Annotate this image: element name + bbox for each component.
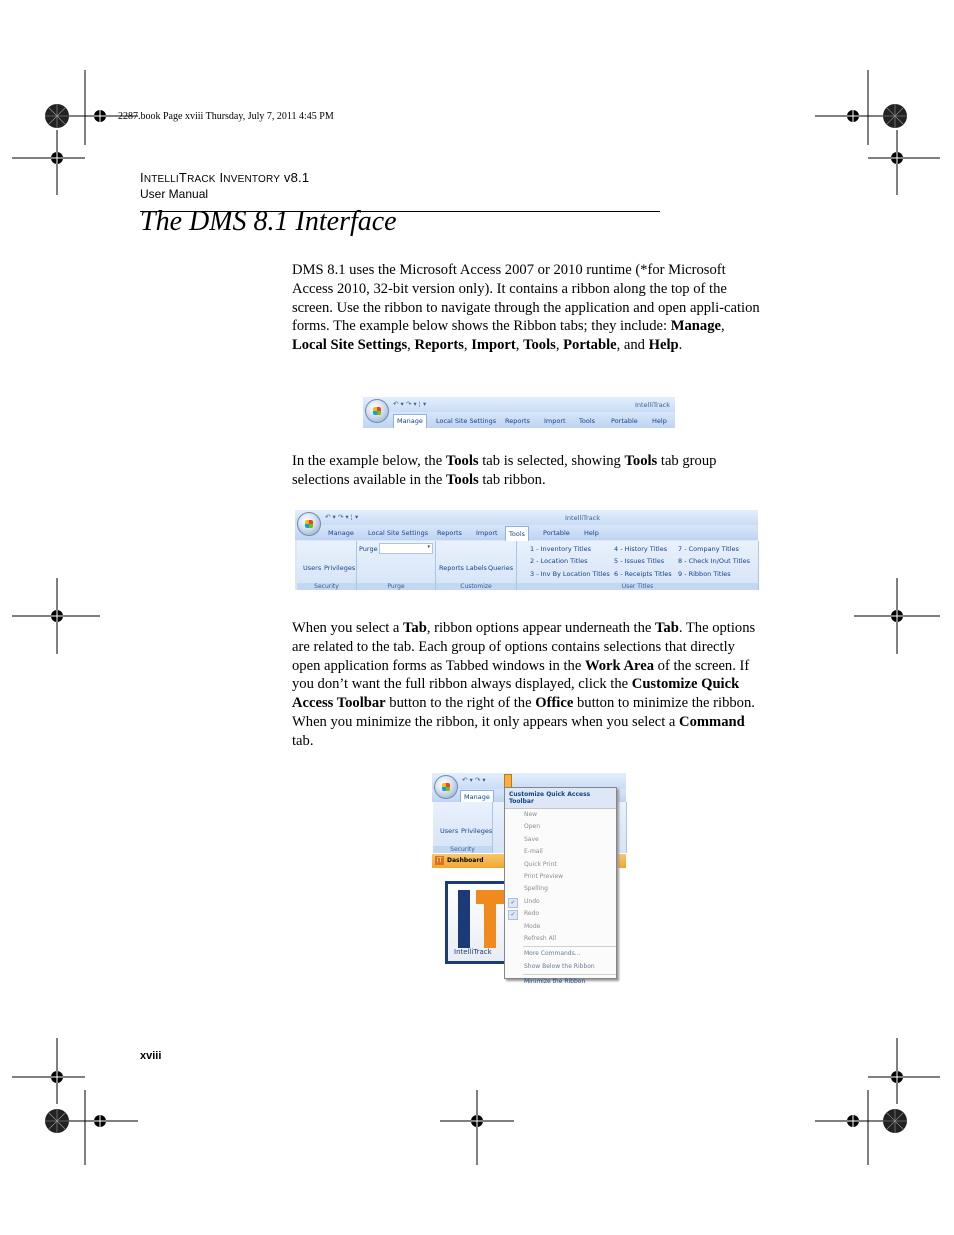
receipts-titles-button[interactable]: 6 - Receipts Titles (614, 570, 672, 578)
check-icon: ✓ (508, 910, 518, 920)
app-title: IntelliTrack (635, 401, 671, 409)
tab-portable[interactable]: Portable (611, 417, 638, 425)
menu-item-mode[interactable]: Mode (524, 922, 541, 930)
tab-tools[interactable]: Tools (505, 526, 529, 541)
menu-item-open[interactable]: Open (524, 823, 541, 831)
dashboard-tab[interactable]: Dashboard (447, 857, 484, 864)
menu-item-show-below-ribbon[interactable]: Show Below the Ribbon (524, 962, 595, 970)
tab-portable[interactable]: Portable (543, 529, 570, 537)
customize-qat-menu (504, 787, 617, 986)
menu-item-minimize-ribbon[interactable]: Minimize the Ribbon (524, 978, 586, 986)
security-group (433, 802, 493, 853)
user-titles-group-label: User Titles (517, 583, 758, 590)
logo-text: IntelliTrack (454, 948, 492, 956)
purge-group-label: Purge (357, 583, 435, 590)
issues-titles-button[interactable]: 5 - Issues Titles (614, 557, 665, 565)
users-button[interactable]: Users (440, 827, 459, 835)
dashboard-icon: iT (436, 857, 443, 864)
menu-item-spelling[interactable]: Spelling (524, 885, 548, 893)
menu-item-new[interactable]: New (524, 811, 538, 818)
tab-reports[interactable]: Reports (437, 529, 462, 537)
customize-group (436, 541, 517, 590)
office-button[interactable] (434, 775, 458, 799)
purge-field-label: Purge (359, 545, 378, 553)
customize-group-label: Customize (436, 583, 516, 590)
office-button[interactable] (297, 512, 321, 536)
section-title: The DMS 8.1 Interface (140, 206, 397, 237)
privileges-button[interactable]: Privileges (461, 827, 493, 835)
users-button[interactable]: Users (303, 564, 322, 572)
tab-manage[interactable]: Manage (328, 529, 354, 537)
check-in-out-titles-button[interactable]: 8 - Check In/Out Titles (678, 557, 751, 565)
qat-undo-icon[interactable]: ↶ ▾ ↷ ▾ ¦ ▾ (325, 513, 359, 521)
tab-tools[interactable]: Tools (579, 417, 596, 425)
qat-undo-icon[interactable]: ↶ ▾ ↷ ▾ (462, 776, 486, 784)
menu-item-more-commands[interactable]: More Commands... (524, 950, 581, 958)
company-titles-button[interactable]: 7 - Company Titles (678, 545, 739, 553)
tools-ribbon-screenshot (295, 510, 758, 590)
labels-button[interactable]: Labels (466, 564, 487, 572)
menu-separator (523, 974, 616, 975)
menu-item-redo[interactable]: ✓ Redo (505, 908, 616, 920)
tab-manage[interactable]: Manage (393, 414, 427, 428)
security-group (297, 541, 357, 590)
menu-item-save[interactable]: Save (524, 835, 539, 843)
chevron-down-icon: ▾ (427, 544, 430, 550)
menu-item-email[interactable]: E-mail (524, 848, 543, 856)
tab-manage[interactable]: Manage (460, 790, 494, 803)
purge-group (357, 541, 436, 590)
menu-item-quick-print[interactable]: Quick Print (524, 860, 557, 868)
page-number: xviii (140, 1050, 162, 1062)
intellitrack-logo (445, 881, 511, 964)
ribbon-tabs-screenshot (363, 397, 675, 428)
tab-local-site-settings[interactable]: Local Site Settings (368, 529, 429, 537)
inv-by-location-titles-button[interactable]: 3 - Inv By Location Titles (530, 570, 610, 578)
menu-item-print-preview[interactable]: Print Preview (524, 872, 564, 880)
menu-item-refresh-all[interactable]: Refresh All (524, 934, 557, 942)
privileges-button[interactable]: Privileges (324, 564, 356, 572)
tab-import[interactable]: Import (544, 417, 566, 425)
purge-select[interactable] (379, 543, 433, 554)
tools-paragraph: In the example below, the Tools tab is selected, showing Tools tab group selections available in the Tools tab ribbon. (292, 453, 717, 488)
menu-title: Customize Quick Access Toolbar (505, 788, 616, 809)
tab-import[interactable]: Import (476, 529, 498, 537)
running-header-product: INTELLITRACK INVENTORY v8.1 (140, 170, 310, 185)
app-title: IntelliTrack (565, 514, 601, 522)
history-titles-button[interactable]: 4 - History Titles (614, 545, 668, 553)
tab-local-site-settings[interactable]: Local Site Settings (436, 417, 497, 425)
inventory-titles-button[interactable]: 1 - Inventory Titles (530, 545, 592, 553)
running-header-manual: User Manual (140, 187, 209, 201)
security-group-label: Security (433, 846, 492, 853)
security-group-label: Security (297, 583, 356, 590)
qat-undo-icon[interactable]: ↶ ▾ ↷ ▾ ¦ ▾ (393, 400, 427, 408)
customize-qat-screenshot (432, 773, 626, 986)
office-button[interactable] (365, 399, 389, 423)
user-titles-group (517, 541, 759, 590)
reports-button[interactable]: Reports (439, 564, 464, 572)
ribbon-titles-button[interactable]: 9 - Ribbon Titles (678, 570, 731, 578)
menu-item-undo[interactable]: ✓ Undo (505, 896, 616, 908)
tab-paragraph: When you select a Tab, ribbon options appear underneath the Tab. The options are related to the tab. Each group of options contains selections that directly open application forms as Tabbed windows in the Work Area of the screen. If you don’t want the full ribbon always displayed, click the Customize Quick Access Toolbar button to the right of the Office button to minimize the ribbon. When you minimize the ribbon, it only appears when you select a Command tab. (292, 620, 756, 749)
location-titles-button[interactable]: 2 - Location Titles (530, 557, 588, 565)
tab-help[interactable]: Help (584, 529, 599, 537)
tab-help[interactable]: Help (652, 417, 667, 425)
queries-button[interactable]: Queries (488, 564, 514, 572)
tab-reports[interactable]: Reports (505, 417, 530, 425)
check-icon: ✓ (508, 898, 518, 908)
intro-paragraph: DMS 8.1 uses the Microsoft Access 2007 or 2010 runtime (*for Microsoft Access 2010, 32-bit version only). It contains a ribbon along the top of the screen. Use the ribbon to navigate through the application and open appli-cation forms. The example below shows the Ribbon tabs; they include: Manage, Local Site Settings, Reports, Import, Tools, Portable, and Help. (292, 262, 760, 354)
slug-line: 2287.book Page xviii Thursday, July 7, 2011 4:45 PM (118, 111, 334, 122)
menu-separator (523, 946, 616, 947)
